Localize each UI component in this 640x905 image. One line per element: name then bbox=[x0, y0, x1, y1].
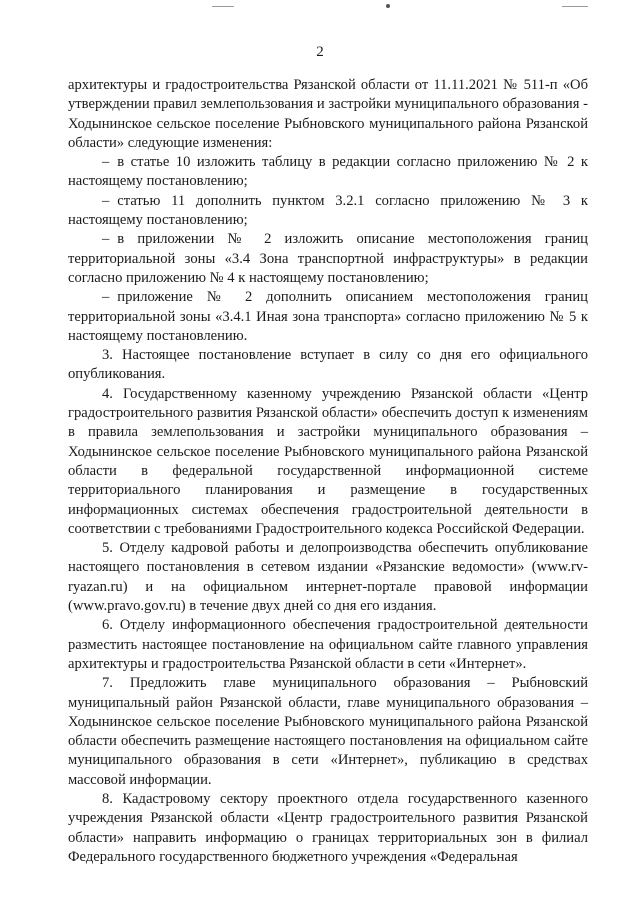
clause-4: 4. Государственному казенному учреждению Рязанской области «Центр градостроительного развития Рязанской области» обеспечить доступ к изменениям в правила землепользования и застройки муниципального образования – Ходынинское сельское поселение Рыбновского муниципального района Рязанской области в федеральной государственной информационной системе территориального планирования и размещение в государственных информационных системах обеспечения градостроительной деятельности в соответствии с требованиями Градостроительного кодекса Российской Федерации. bbox=[68, 385, 588, 537]
amendment-bullet-2 bbox=[68, 192, 588, 231]
scan-artifact-dot bbox=[386, 4, 390, 8]
clause-6: 6. Отделу информационного обеспечения градостроительной деятельности разместить настоящее постановление на официальном сайте главного управления архитектуры и градостроительства Рязанской области в сети «Интернет». bbox=[68, 617, 588, 672]
bullet-text: в статье 10 изложить таблицу в редакции согласно приложению № 2 к настоящему постановлению; bbox=[68, 154, 588, 190]
bullet-text: статью 11 дополнить пунктом 3.2.1 согласно приложению № 3 к настоящему постановлению; bbox=[68, 192, 588, 229]
bullet-dash: – bbox=[102, 231, 110, 248]
scan-artifact-left bbox=[212, 6, 234, 7]
intro-paragraph: архитектуры и градостроительства Рязанской области от 11.11.2021 № 511-п «Об утверждении правил землепользования и застройки муниципального образования - Ходынинское сельское поселение Рыбновского муниципального района Рязанской области» следующие изменения: bbox=[68, 77, 588, 151]
bullet-dash: – bbox=[102, 289, 110, 306]
amendment-bullet-3 bbox=[68, 230, 588, 288]
scan-artifact-right bbox=[562, 6, 588, 7]
clause-5: 5. Отделу кадровой работы и делопроизводства обеспечить опубликование настоящего постановления в сетевом издании «Рязанские ведомости» (www.rv-ryazan.ru) и на официальном интернет-портале правовой информации (www.pravo.gov.ru) в течение двух дней со дня его издания. bbox=[68, 540, 588, 615]
clause-3: 3. Настоящее постановление вступает в силу со дня его официального опубликования. bbox=[68, 347, 588, 383]
bullet-dash: – bbox=[102, 154, 110, 171]
clause-7: 7. Предложить главе муниципального образования – Рыбновский муниципальный район Рязанской области, главе муниципального образования – Ходынинское сельское поселение Рыбновского муниципального района Рязанской области обеспечить размещение настоящего постановления на официальном сайте муниципального образования в сети «Интернет», публикацию в средствах массовой информации. bbox=[68, 675, 588, 788]
amendment-bullet-4 bbox=[68, 288, 588, 346]
bullet-dash: – bbox=[102, 192, 110, 209]
clause-8: 8. Кадастровому сектору проектного отдела государственного казенного учреждения Рязанской области «Центр градостроительного развития Рязанской области» направить информацию о границах территориальных зон в филиал Федерального государственного бюджетного учреждения «Федеральная bbox=[68, 790, 588, 865]
bullet-text: приложение № 2 дополнить описанием местоположения границ территориальной зоны «3.4.1 Иная зона транспорта» согласно приложению № 5 к настоящему постановлению. bbox=[68, 289, 588, 344]
document-body bbox=[68, 76, 588, 867]
bullet-text: в приложении № 2 изложить описание местоположения границ территориальной зоны «3.4 Зона транспортной инфраструктуры» в редакции согласно приложению № 4 к настоящему постановлению; bbox=[68, 231, 588, 286]
page-number: 2 bbox=[316, 44, 324, 60]
amendment-bullet-1 bbox=[68, 153, 588, 192]
